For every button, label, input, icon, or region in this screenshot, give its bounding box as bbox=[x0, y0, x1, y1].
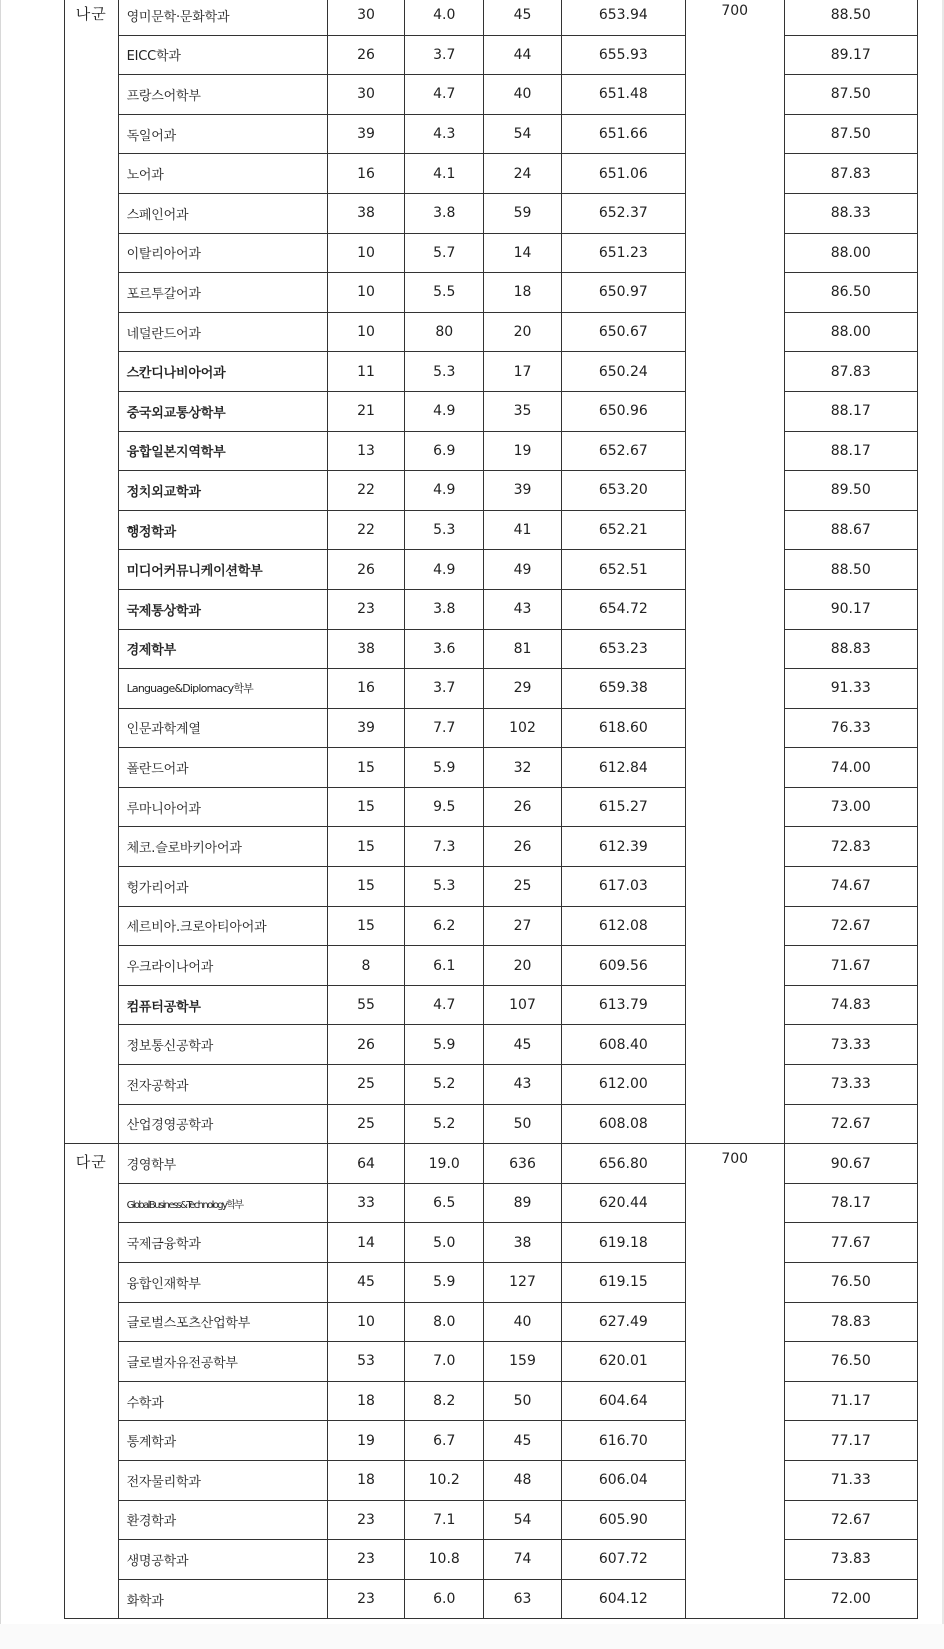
competition-rate-cell: 10.8 bbox=[405, 1540, 484, 1580]
avg-score-cell: 650.96 bbox=[561, 391, 685, 431]
department-name-cell: 미디어커뮤니케이션학부 bbox=[118, 550, 327, 590]
avg-score-cell: 606.04 bbox=[561, 1460, 685, 1500]
table-row bbox=[65, 748, 918, 788]
converted-score-cell: 86.50 bbox=[784, 273, 917, 313]
department-name-cell: 국제금융학과 bbox=[118, 1223, 327, 1263]
department-name-cell: 루마니아어과 bbox=[118, 787, 327, 827]
converted-score-cell: 87.83 bbox=[784, 154, 917, 194]
department-name-cell: 노어과 bbox=[118, 154, 327, 194]
department-name-cell: 정치외교학과 bbox=[118, 471, 327, 511]
applicant-count-cell: 40 bbox=[484, 1302, 562, 1342]
department-name-cell: 전자공학과 bbox=[118, 1065, 327, 1105]
group-quota-cell: 700 bbox=[685, 1144, 784, 1619]
avg-score-cell: 607.72 bbox=[561, 1540, 685, 1580]
applicant-count-cell: 14 bbox=[484, 233, 562, 273]
applicant-count-cell: 19 bbox=[484, 431, 562, 471]
applicant-count-cell: 20 bbox=[484, 946, 562, 986]
quota-count-cell: 13 bbox=[327, 431, 405, 471]
competition-rate-cell: 5.2 bbox=[405, 1104, 484, 1144]
applicant-count-cell: 26 bbox=[484, 787, 562, 827]
applicant-count-cell: 27 bbox=[484, 906, 562, 946]
applicant-count-cell: 107 bbox=[484, 985, 562, 1025]
quota-count-cell: 26 bbox=[327, 1025, 405, 1065]
competition-rate-cell: 5.2 bbox=[405, 1065, 484, 1105]
converted-score-cell: 88.00 bbox=[784, 233, 917, 273]
applicant-count-cell: 24 bbox=[484, 154, 562, 194]
table-row bbox=[65, 985, 918, 1025]
competition-rate-cell: 3.7 bbox=[405, 669, 484, 709]
applicant-count-cell: 40 bbox=[484, 75, 562, 115]
table-row bbox=[65, 669, 918, 709]
avg-score-cell: 617.03 bbox=[561, 867, 685, 907]
table-row bbox=[65, 154, 918, 194]
avg-score-cell: 616.70 bbox=[561, 1421, 685, 1461]
avg-score-cell: 650.97 bbox=[561, 273, 685, 313]
quota-count-cell: 8 bbox=[327, 946, 405, 986]
competition-rate-cell: 3.8 bbox=[405, 589, 484, 629]
department-name-cell: 포르투갈어과 bbox=[118, 273, 327, 313]
quota-count-cell: 39 bbox=[327, 708, 405, 748]
converted-score-cell: 74.67 bbox=[784, 867, 917, 907]
avg-score-cell: 656.80 bbox=[561, 1144, 685, 1184]
table-row bbox=[65, 352, 918, 392]
table-row bbox=[65, 589, 918, 629]
quota-count-cell: 33 bbox=[327, 1183, 405, 1223]
applicant-count-cell: 636 bbox=[484, 1144, 562, 1184]
quota-count-cell: 38 bbox=[327, 193, 405, 233]
table-row bbox=[65, 827, 918, 867]
avg-score-cell: 652.21 bbox=[561, 510, 685, 550]
avg-score-cell: 608.08 bbox=[561, 1104, 685, 1144]
avg-score-cell: 654.72 bbox=[561, 589, 685, 629]
competition-rate-cell: 4.1 bbox=[405, 154, 484, 194]
converted-score-cell: 72.00 bbox=[784, 1579, 917, 1619]
table-row bbox=[65, 1540, 918, 1580]
applicant-count-cell: 38 bbox=[484, 1223, 562, 1263]
quota-count-cell: 18 bbox=[327, 1381, 405, 1421]
department-name-cell: 스칸디나비아어과 bbox=[118, 352, 327, 392]
quota-count-cell: 23 bbox=[327, 1579, 405, 1619]
converted-score-cell: 88.83 bbox=[784, 629, 917, 669]
department-name-cell: 생명공학과 bbox=[118, 1540, 327, 1580]
avg-score-cell: 619.18 bbox=[561, 1223, 685, 1263]
avg-score-cell: 620.01 bbox=[561, 1342, 685, 1382]
table-row bbox=[65, 0, 918, 35]
department-name-cell: 체코.슬로바키아어과 bbox=[118, 827, 327, 867]
avg-score-cell: 627.49 bbox=[561, 1302, 685, 1342]
avg-score-cell: 653.94 bbox=[561, 0, 685, 35]
avg-score-cell: 609.56 bbox=[561, 946, 685, 986]
converted-score-cell: 78.83 bbox=[784, 1302, 917, 1342]
converted-score-cell: 88.67 bbox=[784, 510, 917, 550]
table-row bbox=[65, 629, 918, 669]
converted-score-cell: 77.17 bbox=[784, 1421, 917, 1461]
table-row bbox=[65, 114, 918, 154]
table-row bbox=[65, 1342, 918, 1382]
competition-rate-cell: 3.6 bbox=[405, 629, 484, 669]
competition-rate-cell: 4.0 bbox=[405, 0, 484, 35]
applicant-count-cell: 20 bbox=[484, 312, 562, 352]
quota-count-cell: 25 bbox=[327, 1104, 405, 1144]
department-name-cell: 컴퓨터공학부 bbox=[118, 985, 327, 1025]
competition-rate-cell: 6.0 bbox=[405, 1579, 484, 1619]
department-name-cell: 폴란드어과 bbox=[118, 748, 327, 788]
applicant-count-cell: 26 bbox=[484, 827, 562, 867]
avg-score-cell: 653.20 bbox=[561, 471, 685, 511]
department-name-cell: 세르비아.크로아티아어과 bbox=[118, 906, 327, 946]
page-bottom-margin bbox=[0, 1624, 944, 1649]
group-quota-cell: 700 bbox=[685, 0, 784, 1144]
converted-score-cell: 87.50 bbox=[784, 75, 917, 115]
avg-score-cell: 612.08 bbox=[561, 906, 685, 946]
table-row bbox=[65, 75, 918, 115]
table-row bbox=[65, 273, 918, 313]
quota-count-cell: 26 bbox=[327, 35, 405, 75]
competition-rate-cell: 6.5 bbox=[405, 1183, 484, 1223]
department-name-cell: 중국외교통상학부 bbox=[118, 391, 327, 431]
department-name-cell: 전자물리학과 bbox=[118, 1460, 327, 1500]
applicant-count-cell: 44 bbox=[484, 35, 562, 75]
competition-rate-cell: 5.9 bbox=[405, 748, 484, 788]
converted-score-cell: 90.17 bbox=[784, 589, 917, 629]
converted-score-cell: 87.50 bbox=[784, 114, 917, 154]
table-row bbox=[65, 906, 918, 946]
converted-score-cell: 88.17 bbox=[784, 431, 917, 471]
table-row bbox=[65, 1460, 918, 1500]
table-row bbox=[65, 1263, 918, 1303]
applicant-count-cell: 17 bbox=[484, 352, 562, 392]
table-row bbox=[65, 867, 918, 907]
applicant-count-cell: 32 bbox=[484, 748, 562, 788]
applicant-count-cell: 45 bbox=[484, 1025, 562, 1065]
competition-rate-cell: 19.0 bbox=[405, 1144, 484, 1184]
avg-score-cell: 612.84 bbox=[561, 748, 685, 788]
converted-score-cell: 91.33 bbox=[784, 669, 917, 709]
quota-count-cell: 39 bbox=[327, 114, 405, 154]
avg-score-cell: 619.15 bbox=[561, 1263, 685, 1303]
applicant-count-cell: 25 bbox=[484, 867, 562, 907]
competition-rate-cell: 7.7 bbox=[405, 708, 484, 748]
avg-score-cell: 618.60 bbox=[561, 708, 685, 748]
department-name-cell: 네덜란드어과 bbox=[118, 312, 327, 352]
department-name-cell: 글로벌자유전공학부 bbox=[118, 1342, 327, 1382]
applicant-count-cell: 39 bbox=[484, 471, 562, 511]
converted-score-cell: 72.67 bbox=[784, 906, 917, 946]
table-body bbox=[65, 0, 918, 1619]
department-name-cell: 융합일본지역학부 bbox=[118, 431, 327, 471]
table-row bbox=[65, 1104, 918, 1144]
quota-count-cell: 21 bbox=[327, 391, 405, 431]
quota-count-cell: 38 bbox=[327, 629, 405, 669]
avg-score-cell: 652.37 bbox=[561, 193, 685, 233]
quota-count-cell: 22 bbox=[327, 471, 405, 511]
converted-score-cell: 76.50 bbox=[784, 1342, 917, 1382]
admission-results-table bbox=[64, 0, 918, 1619]
competition-rate-cell: 6.9 bbox=[405, 431, 484, 471]
converted-score-cell: 72.67 bbox=[784, 1104, 917, 1144]
competition-rate-cell: 5.3 bbox=[405, 510, 484, 550]
quota-count-cell: 22 bbox=[327, 510, 405, 550]
avg-score-cell: 605.90 bbox=[561, 1500, 685, 1540]
department-name-cell: 스페인어과 bbox=[118, 193, 327, 233]
department-name-cell: GlobalBusiness&Technology학부 bbox=[118, 1183, 327, 1223]
quota-count-cell: 10 bbox=[327, 312, 405, 352]
competition-rate-cell: 3.7 bbox=[405, 35, 484, 75]
avg-score-cell: 651.66 bbox=[561, 114, 685, 154]
department-name-cell: 프랑스어학부 bbox=[118, 75, 327, 115]
applicant-count-cell: 81 bbox=[484, 629, 562, 669]
competition-rate-cell: 4.3 bbox=[405, 114, 484, 154]
competition-rate-cell: 6.1 bbox=[405, 946, 484, 986]
applicant-count-cell: 45 bbox=[484, 1421, 562, 1461]
avg-score-cell: 613.79 bbox=[561, 985, 685, 1025]
quota-count-cell: 23 bbox=[327, 1500, 405, 1540]
group-label-cell: 나군 bbox=[65, 0, 119, 1144]
table-row bbox=[65, 1025, 918, 1065]
converted-score-cell: 74.00 bbox=[784, 748, 917, 788]
competition-rate-cell: 80 bbox=[405, 312, 484, 352]
department-name-cell: 글로벌스포츠산업학부 bbox=[118, 1302, 327, 1342]
quota-count-cell: 55 bbox=[327, 985, 405, 1025]
department-name-cell: 산업경영공학과 bbox=[118, 1104, 327, 1144]
applicant-count-cell: 127 bbox=[484, 1263, 562, 1303]
department-name-cell: 독일어과 bbox=[118, 114, 327, 154]
department-name-cell: 영미문학·문화학과 bbox=[118, 0, 327, 35]
quota-count-cell: 23 bbox=[327, 1540, 405, 1580]
table-row bbox=[65, 471, 918, 511]
table-row bbox=[65, 1381, 918, 1421]
converted-score-cell: 72.67 bbox=[784, 1500, 917, 1540]
competition-rate-cell: 3.8 bbox=[405, 193, 484, 233]
applicant-count-cell: 35 bbox=[484, 391, 562, 431]
competition-rate-cell: 5.0 bbox=[405, 1223, 484, 1263]
quota-count-cell: 10 bbox=[327, 1302, 405, 1342]
competition-rate-cell: 5.9 bbox=[405, 1263, 484, 1303]
quota-count-cell: 15 bbox=[327, 787, 405, 827]
table-row bbox=[65, 787, 918, 827]
table-row bbox=[65, 1065, 918, 1105]
quota-count-cell: 25 bbox=[327, 1065, 405, 1105]
avg-score-cell: 653.23 bbox=[561, 629, 685, 669]
quota-count-cell: 19 bbox=[327, 1421, 405, 1461]
competition-rate-cell: 4.7 bbox=[405, 985, 484, 1025]
competition-rate-cell: 8.2 bbox=[405, 1381, 484, 1421]
quota-count-cell: 14 bbox=[327, 1223, 405, 1263]
avg-score-cell: 652.67 bbox=[561, 431, 685, 471]
table-row bbox=[65, 431, 918, 471]
avg-score-cell: 659.38 bbox=[561, 669, 685, 709]
quota-count-cell: 16 bbox=[327, 669, 405, 709]
competition-rate-cell: 6.2 bbox=[405, 906, 484, 946]
department-name-cell: 헝가리어과 bbox=[118, 867, 327, 907]
converted-score-cell: 88.50 bbox=[784, 550, 917, 590]
converted-score-cell: 87.83 bbox=[784, 352, 917, 392]
quota-count-cell: 23 bbox=[327, 589, 405, 629]
quota-count-cell: 30 bbox=[327, 0, 405, 35]
competition-rate-cell: 5.9 bbox=[405, 1025, 484, 1065]
page-left-border bbox=[0, 0, 1, 1649]
avg-score-cell: 620.44 bbox=[561, 1183, 685, 1223]
applicant-count-cell: 59 bbox=[484, 193, 562, 233]
table-row bbox=[65, 1500, 918, 1540]
avg-score-cell: 651.23 bbox=[561, 233, 685, 273]
quota-count-cell: 64 bbox=[327, 1144, 405, 1184]
avg-score-cell: 615.27 bbox=[561, 787, 685, 827]
avg-score-cell: 612.39 bbox=[561, 827, 685, 867]
quota-count-cell: 45 bbox=[327, 1263, 405, 1303]
converted-score-cell: 71.17 bbox=[784, 1381, 917, 1421]
department-name-cell: 우크라이나어과 bbox=[118, 946, 327, 986]
department-name-cell: 화학과 bbox=[118, 1579, 327, 1619]
quota-count-cell: 15 bbox=[327, 827, 405, 867]
converted-score-cell: 89.50 bbox=[784, 471, 917, 511]
converted-score-cell: 73.33 bbox=[784, 1065, 917, 1105]
applicant-count-cell: 54 bbox=[484, 1500, 562, 1540]
table-row bbox=[65, 1144, 918, 1184]
applicant-count-cell: 43 bbox=[484, 589, 562, 629]
quota-count-cell: 11 bbox=[327, 352, 405, 392]
converted-score-cell: 88.50 bbox=[784, 0, 917, 35]
converted-score-cell: 73.33 bbox=[784, 1025, 917, 1065]
quota-count-cell: 15 bbox=[327, 906, 405, 946]
converted-score-cell: 72.83 bbox=[784, 827, 917, 867]
competition-rate-cell: 9.5 bbox=[405, 787, 484, 827]
table-row bbox=[65, 1302, 918, 1342]
applicant-count-cell: 89 bbox=[484, 1183, 562, 1223]
applicant-count-cell: 50 bbox=[484, 1104, 562, 1144]
avg-score-cell: 612.00 bbox=[561, 1065, 685, 1105]
department-name-cell: 행정학과 bbox=[118, 510, 327, 550]
avg-score-cell: 651.06 bbox=[561, 154, 685, 194]
applicant-count-cell: 54 bbox=[484, 114, 562, 154]
competition-rate-cell: 4.9 bbox=[405, 471, 484, 511]
table-row bbox=[65, 1579, 918, 1619]
avg-score-cell: 655.93 bbox=[561, 35, 685, 75]
avg-score-cell: 604.64 bbox=[561, 1381, 685, 1421]
quota-count-cell: 26 bbox=[327, 550, 405, 590]
department-name-cell: 이탈리아어과 bbox=[118, 233, 327, 273]
converted-score-cell: 90.67 bbox=[784, 1144, 917, 1184]
applicant-count-cell: 74 bbox=[484, 1540, 562, 1580]
department-name-cell: 경제학부 bbox=[118, 629, 327, 669]
converted-score-cell: 88.33 bbox=[784, 193, 917, 233]
table-row bbox=[65, 233, 918, 273]
applicant-count-cell: 102 bbox=[484, 708, 562, 748]
competition-rate-cell: 5.7 bbox=[405, 233, 484, 273]
avg-score-cell: 608.40 bbox=[561, 1025, 685, 1065]
table-row bbox=[65, 1183, 918, 1223]
department-name-cell: 국제통상학과 bbox=[118, 589, 327, 629]
department-name-cell: Language&Diplomacy학부 bbox=[118, 669, 327, 709]
table-row bbox=[65, 193, 918, 233]
applicant-count-cell: 159 bbox=[484, 1342, 562, 1382]
group-label-cell: 다군 bbox=[65, 1144, 119, 1619]
applicant-count-cell: 48 bbox=[484, 1460, 562, 1500]
applicant-count-cell: 63 bbox=[484, 1579, 562, 1619]
quota-count-cell: 53 bbox=[327, 1342, 405, 1382]
table-row bbox=[65, 946, 918, 986]
department-name-cell: 환경학과 bbox=[118, 1500, 327, 1540]
converted-score-cell: 73.00 bbox=[784, 787, 917, 827]
competition-rate-cell: 4.9 bbox=[405, 391, 484, 431]
department-name-cell: EICC학과 bbox=[118, 35, 327, 75]
competition-rate-cell: 7.1 bbox=[405, 1500, 484, 1540]
competition-rate-cell: 7.0 bbox=[405, 1342, 484, 1382]
applicant-count-cell: 50 bbox=[484, 1381, 562, 1421]
avg-score-cell: 652.51 bbox=[561, 550, 685, 590]
department-name-cell: 인문과학계열 bbox=[118, 708, 327, 748]
table-row bbox=[65, 550, 918, 590]
applicant-count-cell: 49 bbox=[484, 550, 562, 590]
converted-score-cell: 88.17 bbox=[784, 391, 917, 431]
converted-score-cell: 71.67 bbox=[784, 946, 917, 986]
applicant-count-cell: 18 bbox=[484, 273, 562, 313]
quota-count-cell: 10 bbox=[327, 273, 405, 313]
quota-count-cell: 30 bbox=[327, 75, 405, 115]
table-row bbox=[65, 510, 918, 550]
department-name-cell: 통계학과 bbox=[118, 1421, 327, 1461]
quota-count-cell: 18 bbox=[327, 1460, 405, 1500]
converted-score-cell: 71.33 bbox=[784, 1460, 917, 1500]
converted-score-cell: 89.17 bbox=[784, 35, 917, 75]
department-name-cell: 융합인재학부 bbox=[118, 1263, 327, 1303]
quota-count-cell: 15 bbox=[327, 867, 405, 907]
converted-score-cell: 78.17 bbox=[784, 1183, 917, 1223]
competition-rate-cell: 4.7 bbox=[405, 75, 484, 115]
converted-score-cell: 74.83 bbox=[784, 985, 917, 1025]
applicant-count-cell: 29 bbox=[484, 669, 562, 709]
table-row bbox=[65, 1223, 918, 1263]
table-row bbox=[65, 35, 918, 75]
competition-rate-cell: 8.0 bbox=[405, 1302, 484, 1342]
converted-score-cell: 76.33 bbox=[784, 708, 917, 748]
avg-score-cell: 604.12 bbox=[561, 1579, 685, 1619]
converted-score-cell: 73.83 bbox=[784, 1540, 917, 1580]
competition-rate-cell: 7.3 bbox=[405, 827, 484, 867]
competition-rate-cell: 10.2 bbox=[405, 1460, 484, 1500]
quota-count-cell: 16 bbox=[327, 154, 405, 194]
converted-score-cell: 77.67 bbox=[784, 1223, 917, 1263]
quota-count-cell: 10 bbox=[327, 233, 405, 273]
table-row bbox=[65, 312, 918, 352]
table-row bbox=[65, 1421, 918, 1461]
avg-score-cell: 650.67 bbox=[561, 312, 685, 352]
converted-score-cell: 76.50 bbox=[784, 1263, 917, 1303]
avg-score-cell: 651.48 bbox=[561, 75, 685, 115]
department-name-cell: 수학과 bbox=[118, 1381, 327, 1421]
competition-rate-cell: 5.3 bbox=[405, 352, 484, 392]
competition-rate-cell: 5.3 bbox=[405, 867, 484, 907]
applicant-count-cell: 43 bbox=[484, 1065, 562, 1105]
applicant-count-cell: 41 bbox=[484, 510, 562, 550]
applicant-count-cell: 45 bbox=[484, 0, 562, 35]
competition-rate-cell: 6.7 bbox=[405, 1421, 484, 1461]
competition-rate-cell: 5.5 bbox=[405, 273, 484, 313]
avg-score-cell: 650.24 bbox=[561, 352, 685, 392]
quota-count-cell: 15 bbox=[327, 748, 405, 788]
table-row bbox=[65, 391, 918, 431]
table-row bbox=[65, 708, 918, 748]
department-name-cell: 정보통신공학과 bbox=[118, 1025, 327, 1065]
converted-score-cell: 88.00 bbox=[784, 312, 917, 352]
department-name-cell: 경영학부 bbox=[118, 1144, 327, 1184]
competition-rate-cell: 4.9 bbox=[405, 550, 484, 590]
